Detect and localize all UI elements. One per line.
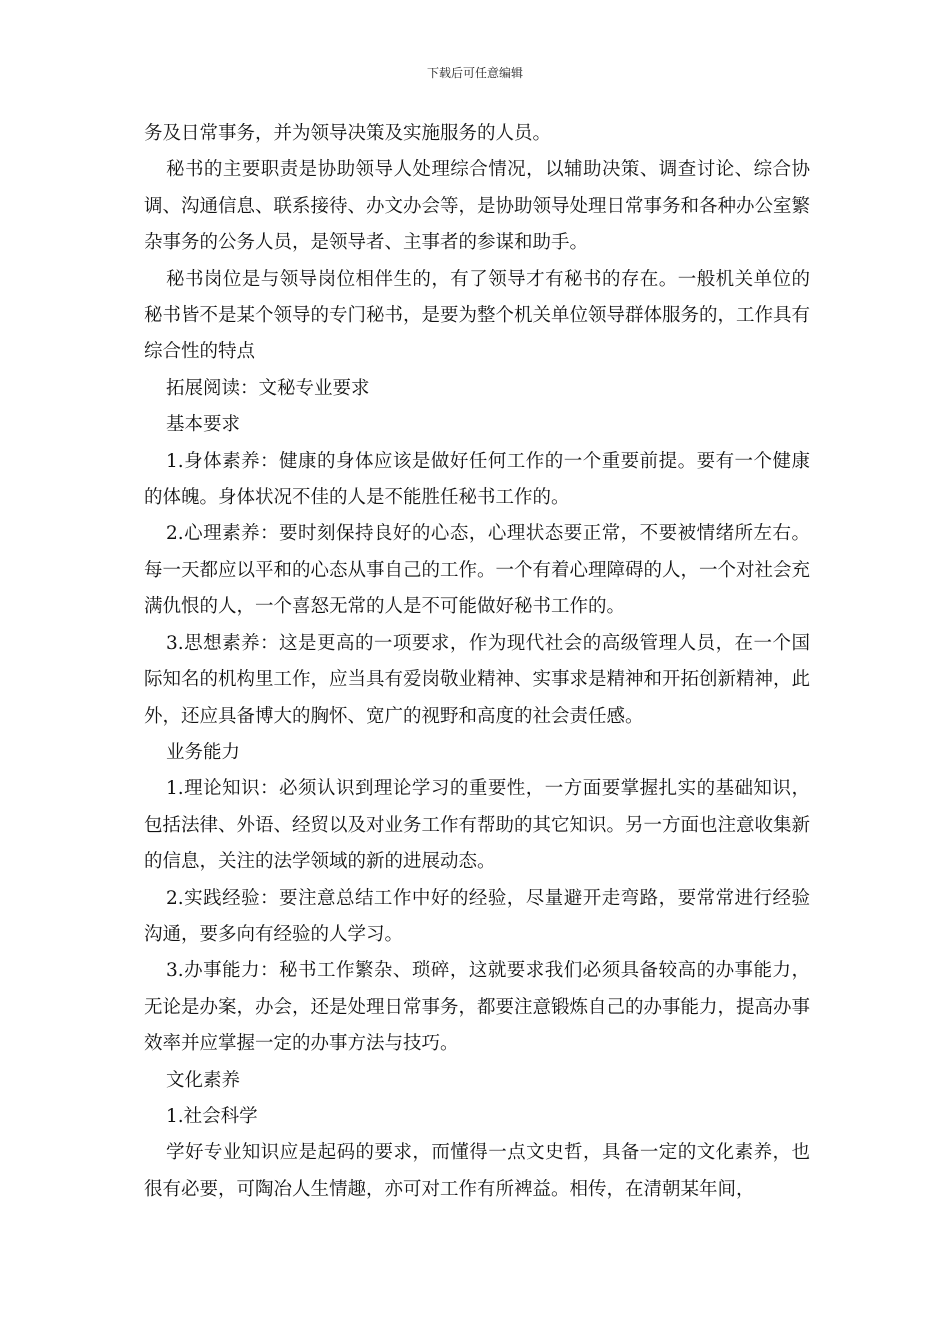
page-header: 下载后可任意编辑 [426, 66, 523, 80]
paragraph-social-science: 学好专业知识应是起码的要求，而懂得一点文史哲，具备一定的文化素养，也很有必要，可陶冶人生情趣，亦可对工作有所裨益。相传，在清朝某年间， [144, 1142, 810, 1200]
section-heading-extended-reading: 拓展阅读：文秘专业要求 [166, 377, 370, 399]
paragraph-1: 务及日常事务，并为领导决策及实施服务的人员。 [144, 123, 552, 144]
section-heading-cultural-literacy: 文化素养 [166, 1069, 241, 1091]
section-heading-basic-requirements: 基本要求 [166, 414, 241, 436]
paragraph-2: 秘书的主要职责是协助领导人处理综合情况，以辅助决策、调查讨论、综合协调、沟通信息、联系接待、办文办会等，是协助领导处理日常事务和各种办公室繁杂事务的公务人员，是领导者、主事者的参谋和助手。 [144, 159, 811, 254]
list-item-ideological: 3.思想素养：这是更高的一项要求，作为现代社会的高级管理人员，在一个国际知名的机构里工作，应当具有爱岗敬业精神、实事求是精神和开拓创新精神，此外，还应具备博大的胸怀、宽广的视野和高度的社会责任感。 [144, 632, 811, 727]
section-heading-business-ability: 业务能力 [166, 741, 241, 763]
list-item-physical: 1.身体素养：健康的身体应该是做好任何工作的一个重要前提。要有一个健康的体魄。身体状况不佳的人是不能胜任秘书工作的。 [144, 450, 810, 509]
subheading-social-science: 1.社会科学 [166, 1105, 258, 1127]
list-item-work-ability: 3.办事能力：秘书工作繁杂、琐碎，这就要求我们必须具备较高的办事能力，无论是办案，办会，还是处理日常事务，都要注意锻炼自己的办事能力，提高办事效率并应掌握一定的办事方法与技巧。 [144, 960, 811, 1055]
document-body [144, 116, 810, 1208]
list-item-psychological: 2.心理素养：要时刻保持良好的心态，心理状态要正常，不要被情绪所左右。每一天都应以平和的心态从事自己的工作。一个有着心理障碍的人，一个对社会充满仇恨的人，一个喜怒无常的人是不可能做好秘书工作的。 [144, 523, 811, 618]
list-item-theory: 1.理论知识：必须认识到理论学习的重要性，一方面要掌握扎实的基础知识，包括法律、外语、经贸以及对业务工作有帮助的其它知识。另一方面也注意收集新的信息，关注的法学领域的新的进展动态。 [144, 778, 811, 873]
list-item-practice: 2.实践经验：要注意总结工作中好的经验，尽量避开走弯路，要常常进行经验沟通，要多向有经验的人学习。 [144, 887, 810, 945]
paragraph-3: 秘书岗位是与领导岗位相伴生的，有了领导才有秘书的存在。一般机关单位的秘书皆不是某个领导的专门秘书，是要为整个机关单位领导群体服务的，工作具有综合性的特点 [144, 268, 811, 363]
